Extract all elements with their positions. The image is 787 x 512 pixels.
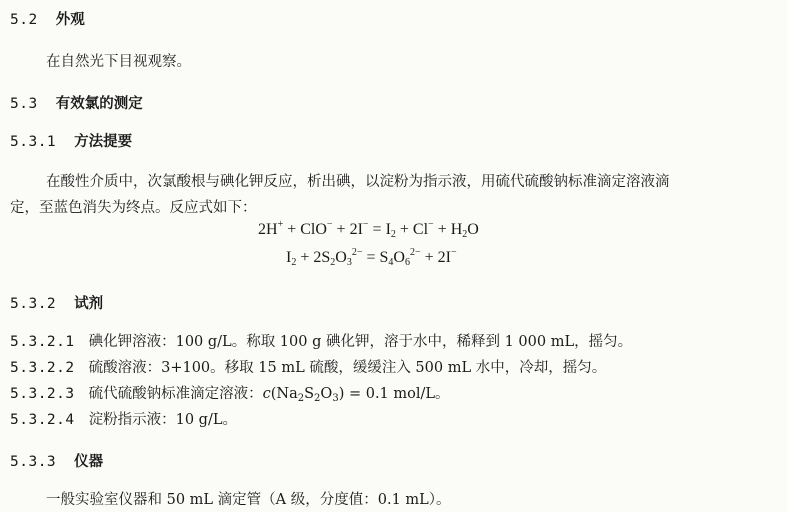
method-summary-line-2: 定，至蓝色消失为终点。反应式如下： <box>10 200 257 216</box>
section-number: 5.2 <box>10 12 38 28</box>
reaction-equation-1: $2H^+ + ClO^- + 2I^- = I_2 + Cl^- + H_2O$ <box>258 219 479 240</box>
section-title: 有效氯的测定 <box>55 96 143 112</box>
reaction-equation-2: $I_2 + 2S_2O_3^{2-} = S_4O_6^{2-} + 2I^-$ <box>286 247 457 268</box>
section-title: 方法提要 <box>74 134 133 150</box>
item-text: 硫代硫酸钠标准滴定溶液： <box>88 386 263 402</box>
reagent-5-3-2-2 <box>10 356 606 377</box>
section-title: 外观 <box>55 12 85 28</box>
item-number: 5.3.2.4 <box>10 412 75 428</box>
section-5-2-text: 在自然光下目视观察。 <box>46 54 191 70</box>
section-number: 5.3.2 <box>10 296 57 312</box>
reagent-5-3-2-3: 5.3.2.3 硫代硫酸钠标准滴定溶液：$c(Na_2S_2O_3) = 0.1$ mol/L。 <box>10 386 450 404</box>
section-5-3-heading <box>10 92 143 113</box>
item-number: 5.3.2.3 <box>10 386 75 402</box>
item-number: 5.3.2.2 <box>10 360 75 376</box>
section-5-3-2-heading <box>10 292 103 313</box>
item-number: 5.3.2.1 <box>10 334 75 350</box>
item-text: 硫酸溶液：3+100。移取 15 mL 硫酸，缓缓注入 500 mL 水中，冷却，摇匀。 <box>88 360 607 376</box>
item-text: 淀粉指示液：10 g/L。 <box>88 412 237 428</box>
item-text: 碘化钾溶液：100 g/L。称取 100 g 碘化钾，溶于水中，稀释到 1 000 mL，摇匀。 <box>88 334 633 350</box>
section-number: 5.3.3 <box>10 454 57 470</box>
section-title: 试剂 <box>74 296 104 312</box>
section-title: 仪器 <box>74 454 104 470</box>
section-5-3-3-heading <box>10 450 103 471</box>
section-number: 5.3.1 <box>10 134 57 150</box>
section-5-3-1-heading <box>10 130 132 151</box>
section-5-2-heading <box>10 8 85 29</box>
apparatus-text: 一般实验室仪器和 50 mL 滴定管（A 级，分度值：0.1 mL）。 <box>46 492 451 508</box>
section-number: 5.3 <box>10 96 38 112</box>
reagent-5-3-2-4 <box>10 408 237 429</box>
method-summary-line-1: 在酸性介质中，次氯酸根与碘化钾反应，析出碘，以淀粉为指示液，用硫代硫酸钠标准滴定溶液滴 <box>46 174 670 190</box>
reagent-5-3-2-1 <box>10 330 632 351</box>
